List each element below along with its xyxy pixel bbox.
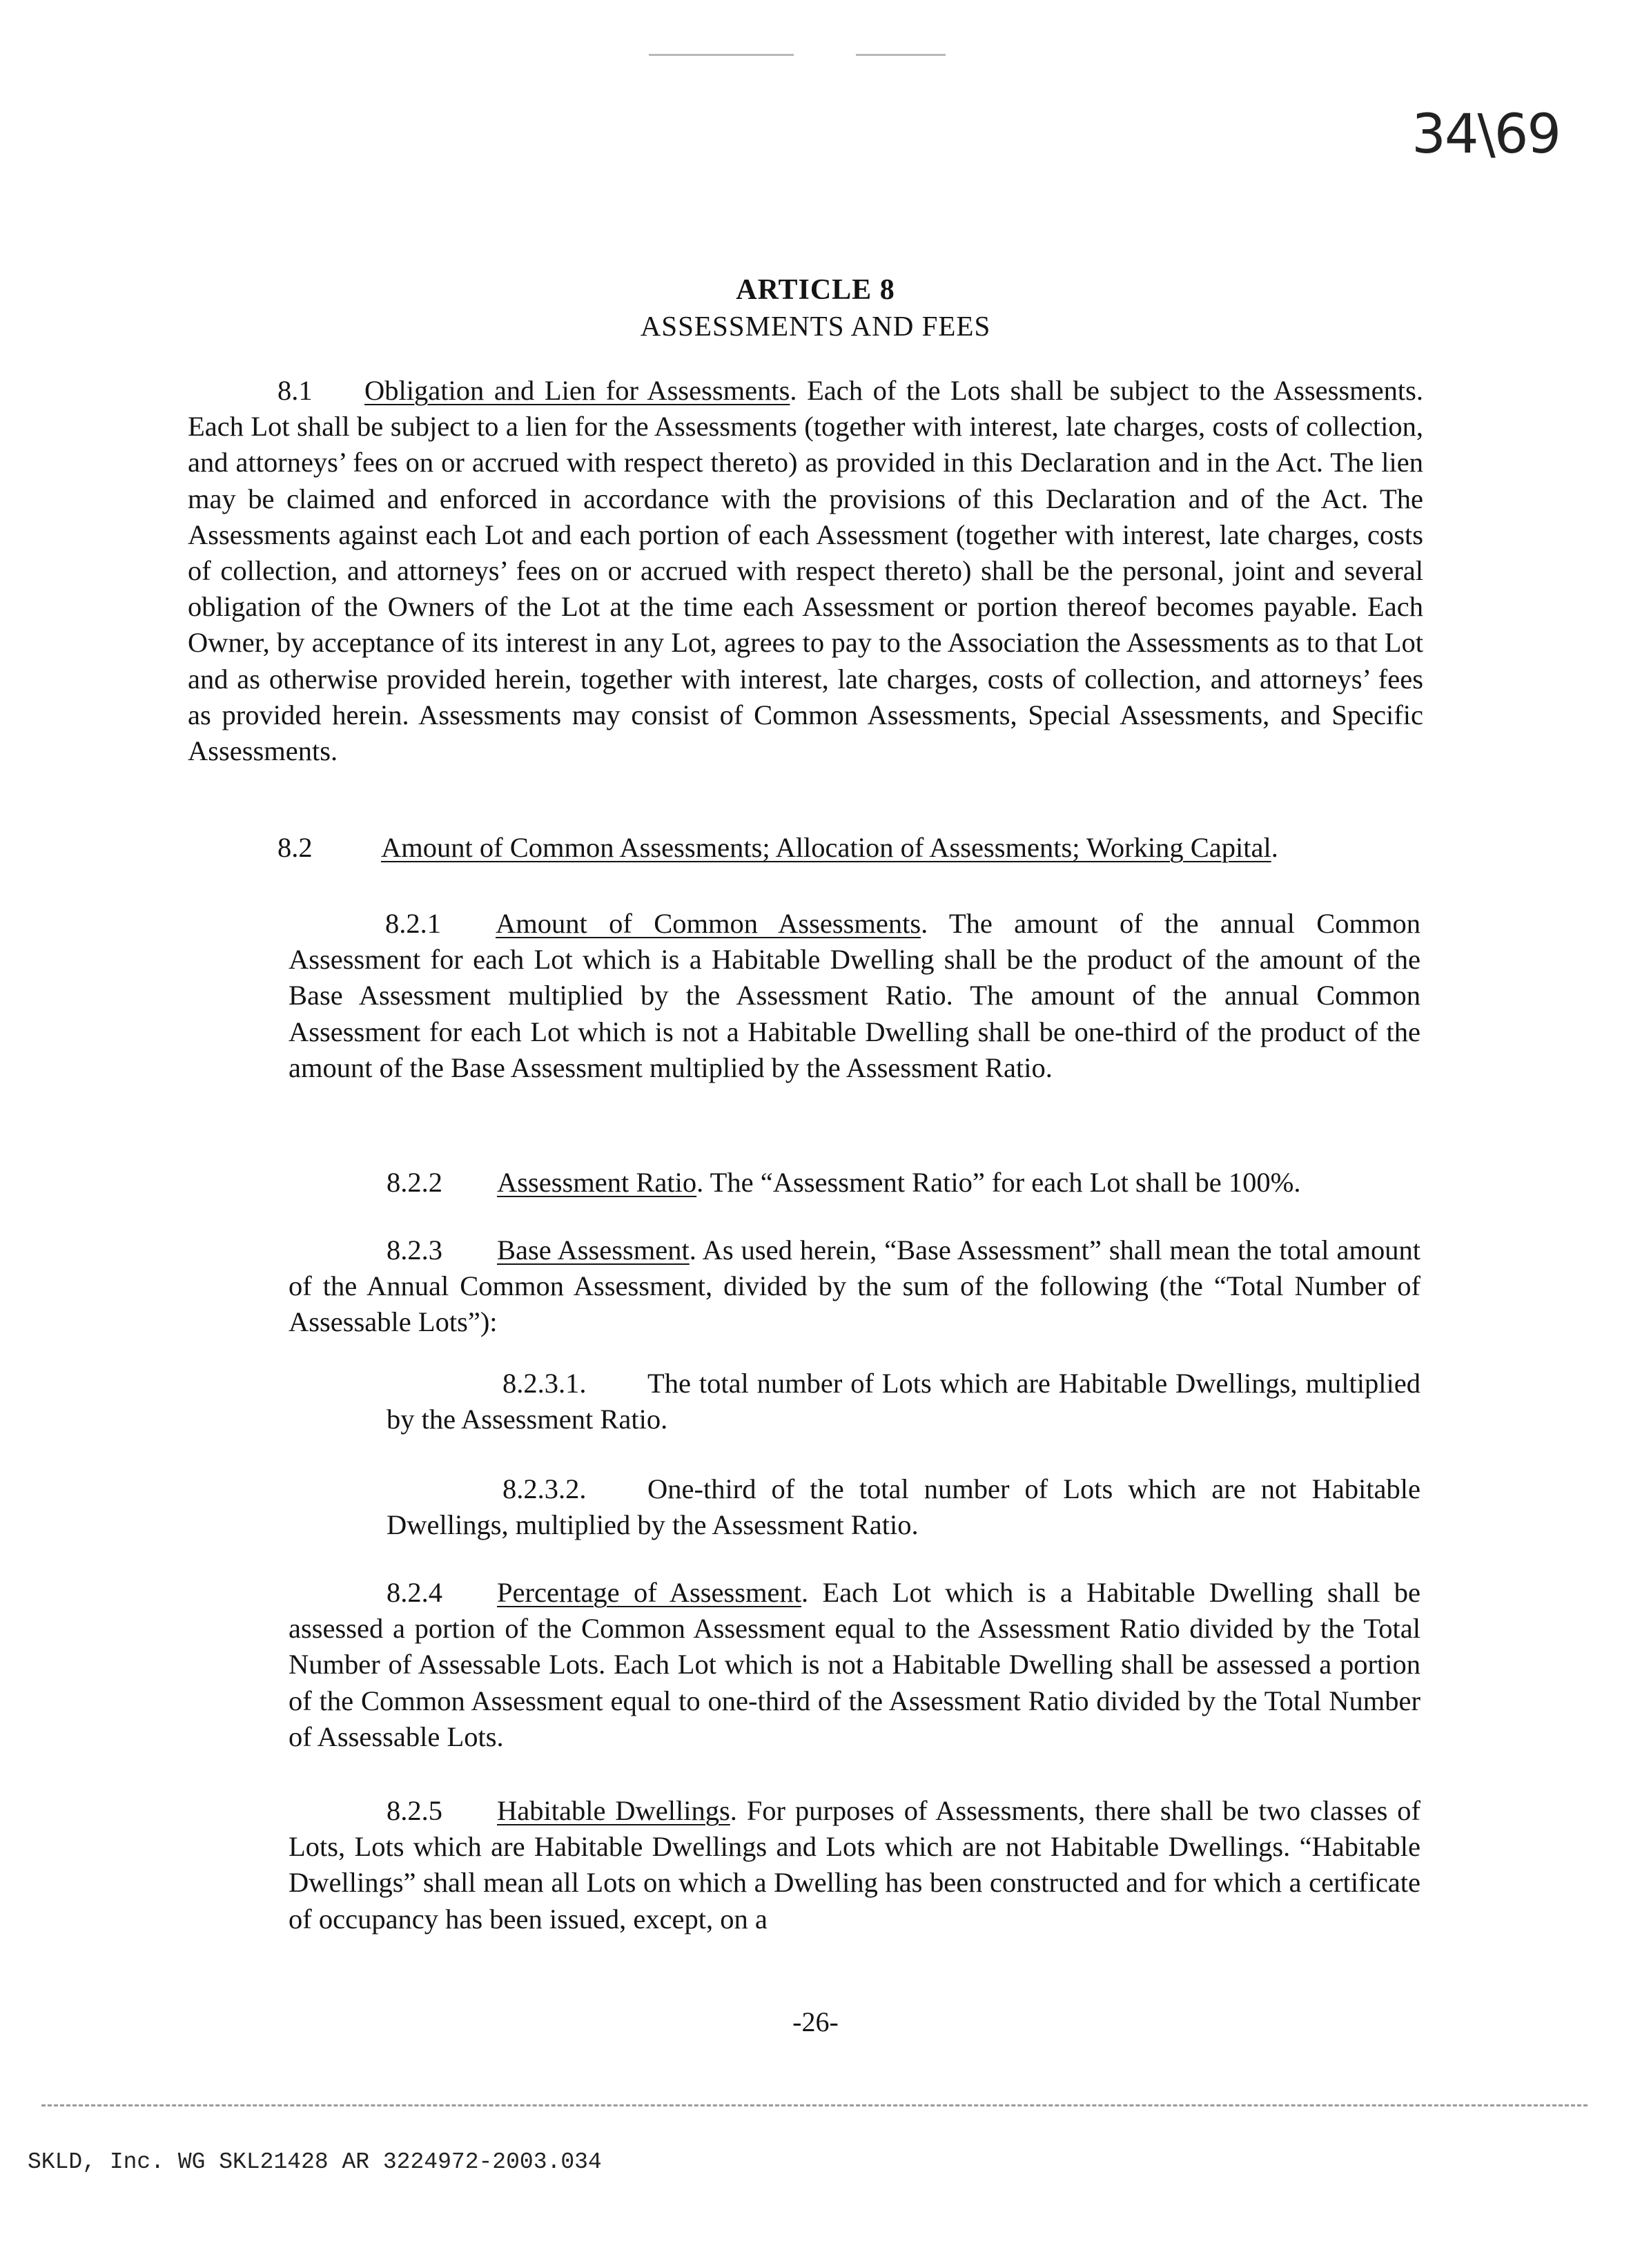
section-text: . The “Assessment Ratio” for each Lot shall be 100%. <box>696 1167 1301 1198</box>
section-heading: Percentage of Assessment <box>497 1577 802 1608</box>
section-text: The total number of Lots which are Habitable Dwellings, multiplied by the Assessment Ratio. <box>387 1368 1420 1435</box>
section-8-1 <box>188 373 1423 769</box>
section-number: 8.2.3.2. <box>502 1473 587 1504</box>
section-number: 8.1 <box>277 375 313 406</box>
section-number: 8.2.3.1. <box>502 1368 587 1399</box>
article-subtitle: ASSESSMENTS AND FEES <box>640 310 991 342</box>
section-text: . Each of the Lots shall be subject to the Assessments. Each Lot shall be subject to a lien for the Assessments (together with interest, late charges, costs of collection, and attorneys’ fees on or accrued with respect thereto) as provided in this Declaration and in the Act. The lien may be claimed and enforced in accordance with the provisions of this Declaration and of the Act. The Assessments against each Lot and each portion of each Assessment (together with interest, late charges, costs of collection, and attorneys’ fees on or accrued with respect thereto) shall be the personal, joint and several obligation of the Owners of the Lot at the time each Assessment or portion thereof becomes payable. Each Owner, by acceptance of its interest in any Lot, agrees to pay to the Association the Assessments as to that Lot and as otherwise provided herein, together with interest, late charges, costs of collection, and attorneys’ fees as provided herein. Assessments may consist of Common Assessments, Special Assessments, and Specific Assessments. <box>188 375 1423 767</box>
section-8-2-3-2 <box>387 1471 1420 1543</box>
handwritten-page-annotation: 34\69 <box>1412 104 1560 166</box>
footer-document-id: SKLD, Inc. WG SKL21428 AR 3224972-2003.034 <box>28 2149 602 2175</box>
section-8-2-1 <box>289 906 1420 1086</box>
section-number: 8.2.3 <box>387 1234 442 1266</box>
section-text: . Each Lot which is a Habitable Dwelling shall be assessed a portion of the Common Assessment equal to the Assessment Ratio divided by the Total Number of Assessable Lots. Each Lot which is not a Habitable Dwelling shall be assessed a portion of the Common Assessment equal to one-third of the Assessment Ratio divided by the Total Number of Assessable Lots. <box>289 1577 1420 1752</box>
section-text: . <box>1271 832 1278 863</box>
section-8-2-4 <box>289 1575 1420 1755</box>
section-text: . The amount of the annual Common Assessment for each Lot which is a Habitable Dwelling shall be the product of the amount of the Base Assessment multiplied by the Assessment Ratio. The amount of the annual Common Assessment for each Lot which is not a Habitable Dwelling shall be one-third of the product of the amount of the Base Assessment multiplied by the Assessment Ratio. <box>289 908 1420 1083</box>
section-8-2 <box>277 830 1451 866</box>
scan-speck <box>649 54 794 56</box>
section-8-2-5 <box>289 1793 1420 1937</box>
section-text: . For purposes of Assessments, there shall be two classes of Lots, Lots which are Habitable Dwellings and Lots which are not Habitable Dwellings. “Habitable Dwellings” shall mean all Lots on which a Dwelling has been constructed and for which a certificate of occupancy has been issued, except, on a <box>289 1795 1420 1935</box>
section-text: . As used herein, “Base Assessment” shall mean the total amount of the Annual Common Assessment, divided by the sum of the following (the “Total Number of Assessable Lots”): <box>289 1234 1420 1338</box>
section-heading: Assessment Ratio <box>497 1167 697 1198</box>
section-heading: Base Assessment <box>497 1234 690 1266</box>
section-number: 8.2.4 <box>387 1577 442 1608</box>
section-number: 8.2.1 <box>385 908 441 939</box>
section-number: 8.2.2 <box>387 1167 442 1198</box>
section-heading: Obligation and Lien for Assessments <box>364 375 790 406</box>
section-8-2-3 <box>289 1232 1420 1341</box>
page-number: -26- <box>792 2006 839 2037</box>
scan-speck <box>856 54 946 56</box>
section-8-2-3-1 <box>387 1366 1420 1437</box>
section-number: 8.2.5 <box>387 1795 442 1826</box>
section-heading: Amount of Common Assessments; Allocation of Assessments; Working Capital <box>381 832 1271 863</box>
article-title: ARTICLE 8 <box>736 274 895 306</box>
footer-divider <box>41 2104 1588 2106</box>
section-number: 8.2 <box>277 832 313 863</box>
section-8-2-2 <box>387 1165 1436 1201</box>
section-heading: Amount of Common Assessments <box>496 908 921 939</box>
section-heading: Habitable Dwellings <box>497 1795 730 1826</box>
section-text: One-third of the total number of Lots which are not Habitable Dwellings, multiplied by the Assessment Ratio. <box>387 1473 1420 1541</box>
